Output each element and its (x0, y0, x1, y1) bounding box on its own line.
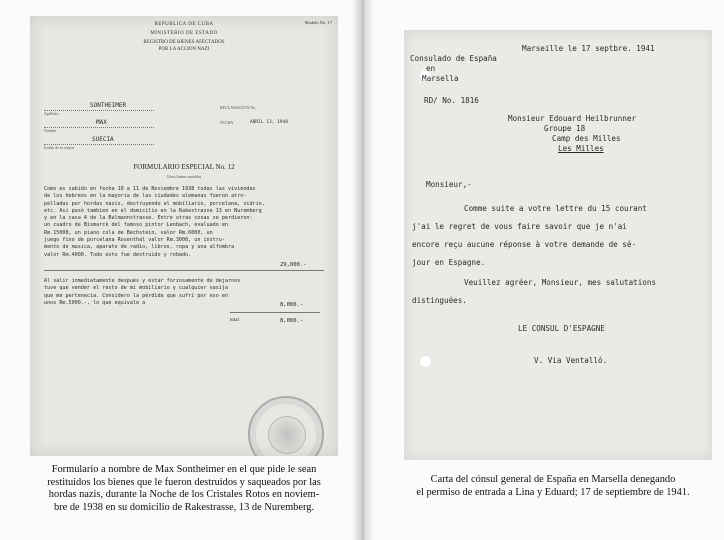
text-line: etc. Asi pasó tambien en el domicilio en la Rakestrasse 13 en Nuremberg (44, 207, 262, 214)
book-gutter (352, 0, 374, 540)
sender-line-2: en (426, 64, 436, 73)
caption-line: el permiso de entrada a Lina y Eduard; 17 de septiembre de 1941. (416, 486, 690, 498)
form-body-text (44, 186, 304, 259)
nationality-label: Estado de su origen (44, 146, 74, 150)
model-number: Modelo No. 17 (304, 20, 332, 25)
claim-form-photo (30, 16, 338, 456)
caption-line: Formulario a nombre de Max Sontheimer en el que pide le sean (51, 464, 317, 475)
form-subtitle: Otros bienes muebles (166, 174, 202, 179)
letter-body-line: encore reçu aucune réponse à votre demande de sé- (412, 240, 637, 249)
caption-line: hordas nazis, durante la Noche de los Cristales Rotos en noviem- (48, 489, 320, 500)
form-body-text-2 (44, 278, 304, 307)
form-header-ministry: MINISTERIO DE ESTADO (150, 31, 218, 36)
sender-line-1: Consulado de España (410, 54, 497, 63)
text-line: Al salir inmediatamente después y estar forzosamente de dejarnos (44, 278, 241, 284)
text-line: juego fino de porcelana Rosenthal valor Rm.3000, un instru- (44, 237, 225, 244)
letter-body-line: jour en Espagne. (412, 258, 486, 267)
name-label: Nombre (44, 129, 57, 133)
amount-2: 8,000.- (280, 302, 304, 308)
form-header-registry-1: REGISTRO DE BIENES AFECTADOS (143, 40, 225, 45)
punch-hole (420, 356, 431, 367)
official-stamp (248, 396, 324, 456)
sender-line-3: Marsella (422, 74, 459, 83)
date-value: ABRIL 13, 1948 (250, 120, 288, 125)
form-header-republic: REPUBLICA DE CUBA (154, 22, 214, 27)
total-rule (230, 312, 320, 313)
caption-line: restituidos los bienes que le fueron destruidos y saqueados por las (47, 476, 321, 488)
caption-line: Carta del cónsul general de España en Marsella denegando (430, 474, 676, 485)
letter-body-line: j'ai le regret de vous faire savoir que je n'ai (412, 222, 627, 231)
letter-place-date: Marseille le 17 septbre. 1941 (522, 44, 655, 53)
text-line: Como es sabido en fecha 10 a 11 de Noviembre 1938 todas las viviendas (44, 186, 256, 192)
recipient-line-3: Camp des Milles (552, 134, 621, 143)
letter-body-line: Veuillez agréer, Monsieur, mes salutations (464, 278, 657, 287)
text-line: Rm.15000, un piano cola de Bechstein, valor Rm.6000, un (44, 229, 213, 236)
letter-reference: RD/ No. 1816 (424, 96, 479, 105)
letter-salutation: Monsieur,- (426, 180, 472, 189)
stamp-seal (268, 416, 306, 454)
recipient-line-1: Monsieur Edouard Heilbrunner (508, 114, 637, 123)
signature-name: V. Via Ventalló. (534, 356, 608, 365)
surname-line (44, 110, 154, 111)
right-caption (390, 474, 716, 499)
text-line: y en la casa 4 de la Bulmannstrasse. Entre otras cosas se perdieron: (44, 215, 253, 222)
recipient-line-2: Groupe 18 (544, 124, 586, 133)
text-line: mento de musica, aparato de radio, libros, ropa y una alfombra (44, 244, 235, 251)
text-line: que me pertenecia. Considero la pérdida que sufrí por eso en (44, 292, 229, 299)
name-line (44, 127, 154, 128)
text-line: tuve que vender el resto de mi mobiliario y cualquier vasija (44, 285, 229, 292)
amount-1: 29,000.- (280, 262, 307, 268)
form-header-registry-2: POR LA ACCION NAZI (158, 47, 210, 52)
text-line: unos Rm.5000.-, lo que equivale a (44, 299, 146, 306)
nationality-line (44, 144, 154, 145)
text-line: de los hebreos en la mayoria de las ciudades alemanas fueron atro- (44, 193, 247, 200)
text-line: valor Rm.4000. Todo esto fue destruido y robado. (44, 251, 192, 258)
nationality-value: SUECIA (92, 136, 114, 143)
left-caption (14, 464, 354, 514)
text-line: pelladas por hordas nazis, destruyendo el mobiliario, porcelana, vidrio, (44, 200, 265, 207)
total-label: total (230, 318, 239, 323)
surname-value: SONTHEIMER (90, 102, 127, 109)
reclamacion-label: RECLAMACION No. (220, 105, 257, 110)
text-line: un cuadro de Bismarck del famoso pintor Lenbach, evaluado en (44, 222, 229, 229)
letter-body-line: Comme suite a votre lettre du 15 courant (464, 204, 647, 213)
date-label: FECHA (220, 120, 234, 125)
divider (44, 270, 324, 271)
total-value: 8,000.- (280, 318, 304, 324)
recipient-line-4: Les Milles (558, 144, 604, 153)
caption-line: bre de 1938 en su domicilio de Rakestrasse, 13 de Nuremberg. (53, 501, 315, 513)
letter-body-line: distinguées. (412, 296, 467, 305)
surname-label: Apellidos (44, 112, 59, 116)
consul-letter-photo (404, 30, 712, 460)
signature-title: LE CONSUL D'ESPAGNE (518, 324, 605, 333)
form-title: FORMULARIO ESPECIAL No. 12 (133, 163, 235, 171)
name-value: MAX (96, 119, 107, 126)
